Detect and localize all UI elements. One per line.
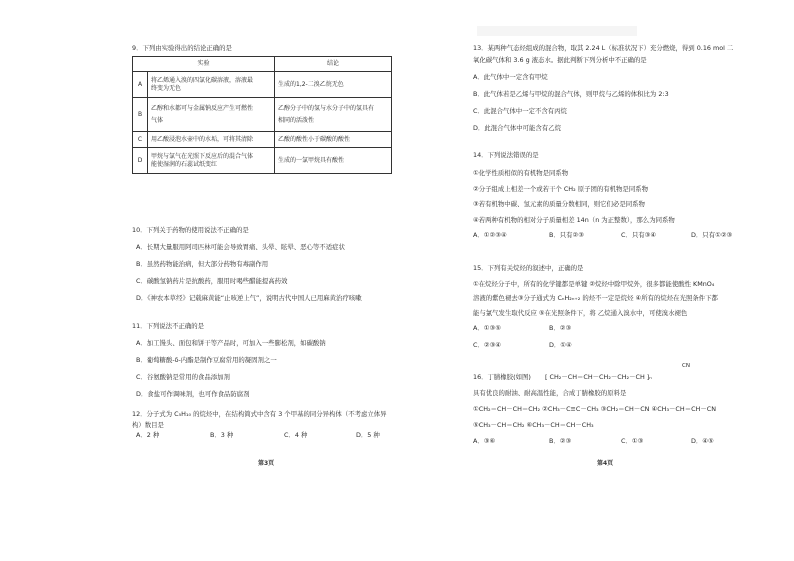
exp-line: 能使湿润的石蕊试纸变红 xyxy=(151,160,218,168)
q10-option-a: A．长期大量服用阿司匹林可能会导致胃痛、头晕、眩晕、恶心等不适症状 xyxy=(136,243,345,251)
row-experiment xyxy=(148,72,275,98)
q13-option-b: B．此气体若是乙烯与甲烷的混合气体，则甲烷与乙烯的体积比为 2:3 xyxy=(473,90,669,98)
exp-line: 将乙烯通入溴的四氯化碳溶液，溶液最 xyxy=(151,77,254,84)
q12-option-b: B．3 种 xyxy=(210,431,234,439)
q14-option-b: B．只有②③ xyxy=(549,231,585,239)
q15-line3: 能与氯气发生取代反应 ⑤在光照条件下，将 乙烷通入溴水中，可使溴水褪色 xyxy=(473,309,688,317)
q13-option-a: A．此气体中一定含有甲烷 xyxy=(473,73,548,81)
q15-option-c: C．②③④ xyxy=(473,341,502,349)
q11-option-d: D．食盐可作调味剂，也可作食品防腐剂 xyxy=(136,390,250,398)
exp-line: 气体 xyxy=(151,116,164,124)
q16-option-d: D．④⑤ xyxy=(691,437,714,445)
q14-item-1: ①化学性质相似的有机物是同系物 xyxy=(473,169,569,177)
table-header-row xyxy=(133,57,392,72)
q16-option-c: C．①③ xyxy=(621,437,644,445)
q15-line1: ①在烷烃分子中，所有的化学键都是单键 ②烷烃中除甲烷外，很多都能使酸性 KMnO₄ xyxy=(473,280,715,288)
scan-smudge xyxy=(477,26,637,36)
q15-option-a: A．①③⑤ xyxy=(473,324,501,332)
row-conclusion xyxy=(275,98,392,132)
q12-option-a: A．2 种 xyxy=(136,431,160,439)
q12-stem-line2: 构）数目是 xyxy=(132,421,164,429)
q10-option-b: B．虽然药物能治病，但大部分药物有毒副作用 xyxy=(136,260,269,268)
q10-option-c: C．碳酸氢钠药片是抗酸药，服用时喝些醋能提高药效 xyxy=(136,277,288,285)
q11-option-a: A．加工馒头、面包和饼干等产品时，可加入一些膨松剂，如碳酸钠 xyxy=(136,339,326,347)
q16-stem-prefix: 16．丁腈橡胶(如图) xyxy=(473,373,531,381)
q16-line4: ⑤CH₃－CH＝CH₂ ⑥CH₃－CH＝CH－CH₃ xyxy=(473,421,594,429)
row-label: C xyxy=(133,132,148,148)
right-page xyxy=(397,0,794,561)
table-row xyxy=(133,98,392,132)
q12-option-c: C．4 种 xyxy=(284,431,308,439)
row-experiment xyxy=(148,98,275,132)
table-header-experiment: 实验 xyxy=(133,57,275,72)
q13-stem-line1: 13．某两种气态烃组成的混合物，取其 2.24 L（标准状况下）充分燃烧，得到 0.16 mol 二 xyxy=(473,44,734,52)
con-line: 相同的活泼性 xyxy=(278,116,315,124)
page-number-right: 第4页 xyxy=(597,460,614,467)
table-row xyxy=(133,72,392,98)
exp-line: 终变为无色 xyxy=(151,84,182,92)
q15-option-d: D．①④ xyxy=(549,341,572,349)
q16-option-b: B．②③ xyxy=(549,437,572,445)
table-row xyxy=(133,148,392,174)
q12-option-d: D．5 种 xyxy=(356,431,380,439)
page-number-left: 第3页 xyxy=(258,460,275,467)
q14-stem: 14．下列说法错误的是 xyxy=(473,151,539,159)
q9-table xyxy=(132,56,392,174)
exp-line: 乙醇和水都可与金属钠反应产生可燃性 xyxy=(151,105,254,112)
q14-option-c: C．只有③④ xyxy=(621,231,657,239)
row-conclusion: 乙酸的酸性小于碳酸的酸性 xyxy=(275,132,392,148)
row-label: A xyxy=(133,72,148,98)
q16-option-a: A．③⑥ xyxy=(473,437,496,445)
row-label: D xyxy=(133,148,148,174)
exp-line: 甲烷与氯气在光照下反应后的混合气体 xyxy=(151,153,254,160)
q14-option-d: D．只有①②③ xyxy=(691,231,733,239)
q16-formula: [ CH₂－CH＝CH－CH₂－CH₂－CH ]ₙ xyxy=(545,373,652,381)
q16-line3: ①CH₂＝CH－CH＝CH₂ ②CH₃－C≡C－CH₃ ③CH₂＝CH－CN ④CH₃－CH＝CH－CN xyxy=(473,405,716,413)
q11-option-b: B．葡萄糖酸-δ-内酯是制作豆腐常用的凝固剂之一 xyxy=(136,356,277,364)
q14-item-3: ③若有机物中碳、氢元素的质量分数相同，则它们必是同系物 xyxy=(473,200,645,208)
row-experiment: 用乙酸浸泡水壶中的水垢，可将其清除 xyxy=(148,132,275,148)
row-experiment xyxy=(148,148,275,174)
q13-option-d: D．此混合气体中可能含有乙烷 xyxy=(473,124,561,132)
q13-option-c: C．此混合气体中一定不含有丙烷 xyxy=(473,107,567,115)
q16-line2: 具有优良的耐油、耐高温性能，合成丁腈橡胶的原料是 xyxy=(473,389,627,397)
q15-option-b: B．②③ xyxy=(549,324,572,332)
q13-stem-line2: 氧化碳气体和 3.6 g 液态水。据此判断下列分析中不正确的是 xyxy=(473,56,647,64)
q10-stem: 10．下列关于药物的使用说法不正确的是 xyxy=(132,226,249,234)
q9-stem: 9．下列由实验得出的结论正确的是 xyxy=(132,44,232,52)
q15-line2: 溶液的紫色褪去③分子通式为 CₙH₂ₙ₊₂ 的烃不一定是烷烃 ④所有的烷烃在光照条件下都 xyxy=(473,294,718,302)
q14-option-a: A．①②③④ xyxy=(473,231,507,239)
row-conclusion: 生成的一氯甲烷具有酸性 xyxy=(275,148,392,174)
q12-stem-line1: 12．分子式为 C₅H₁₀ 的烷烃中，在结构简式中含有 3 个甲基的同分异构体（不考虑立体异 xyxy=(132,410,387,418)
con-line: 乙醇分子中的氢与水分子中的氢具有 xyxy=(278,105,375,112)
q16-formula-cn: CN xyxy=(682,363,690,369)
con-line: 生成的1,2-二溴乙烷无色 xyxy=(278,80,344,88)
q14-item-4: ④若两种有机物的相对分子质量相差 14n（n 为正整数），那么为同系物 xyxy=(473,216,675,224)
row-label: B xyxy=(133,98,148,132)
row-conclusion xyxy=(275,72,392,98)
q11-option-c: C．谷氨酸钠是常用的食品添加剂 xyxy=(136,373,230,381)
table-header-conclusion: 结论 xyxy=(275,57,392,72)
q15-stem: 15．下列有关烷烃的叙述中，正确的是 xyxy=(473,264,584,272)
q11-stem: 11．下列说法不正确的是 xyxy=(132,322,205,330)
table-row xyxy=(133,132,392,148)
q10-option-d: D．《神农本草经》记载麻黄能“止咳逆上气”，说明古代中国人已用麻黄治疗咳嗽 xyxy=(136,294,362,302)
q14-item-2: ②分子组成上相差一个或若干个 CH₂ 原子团的有机物是同系物 xyxy=(473,185,648,193)
